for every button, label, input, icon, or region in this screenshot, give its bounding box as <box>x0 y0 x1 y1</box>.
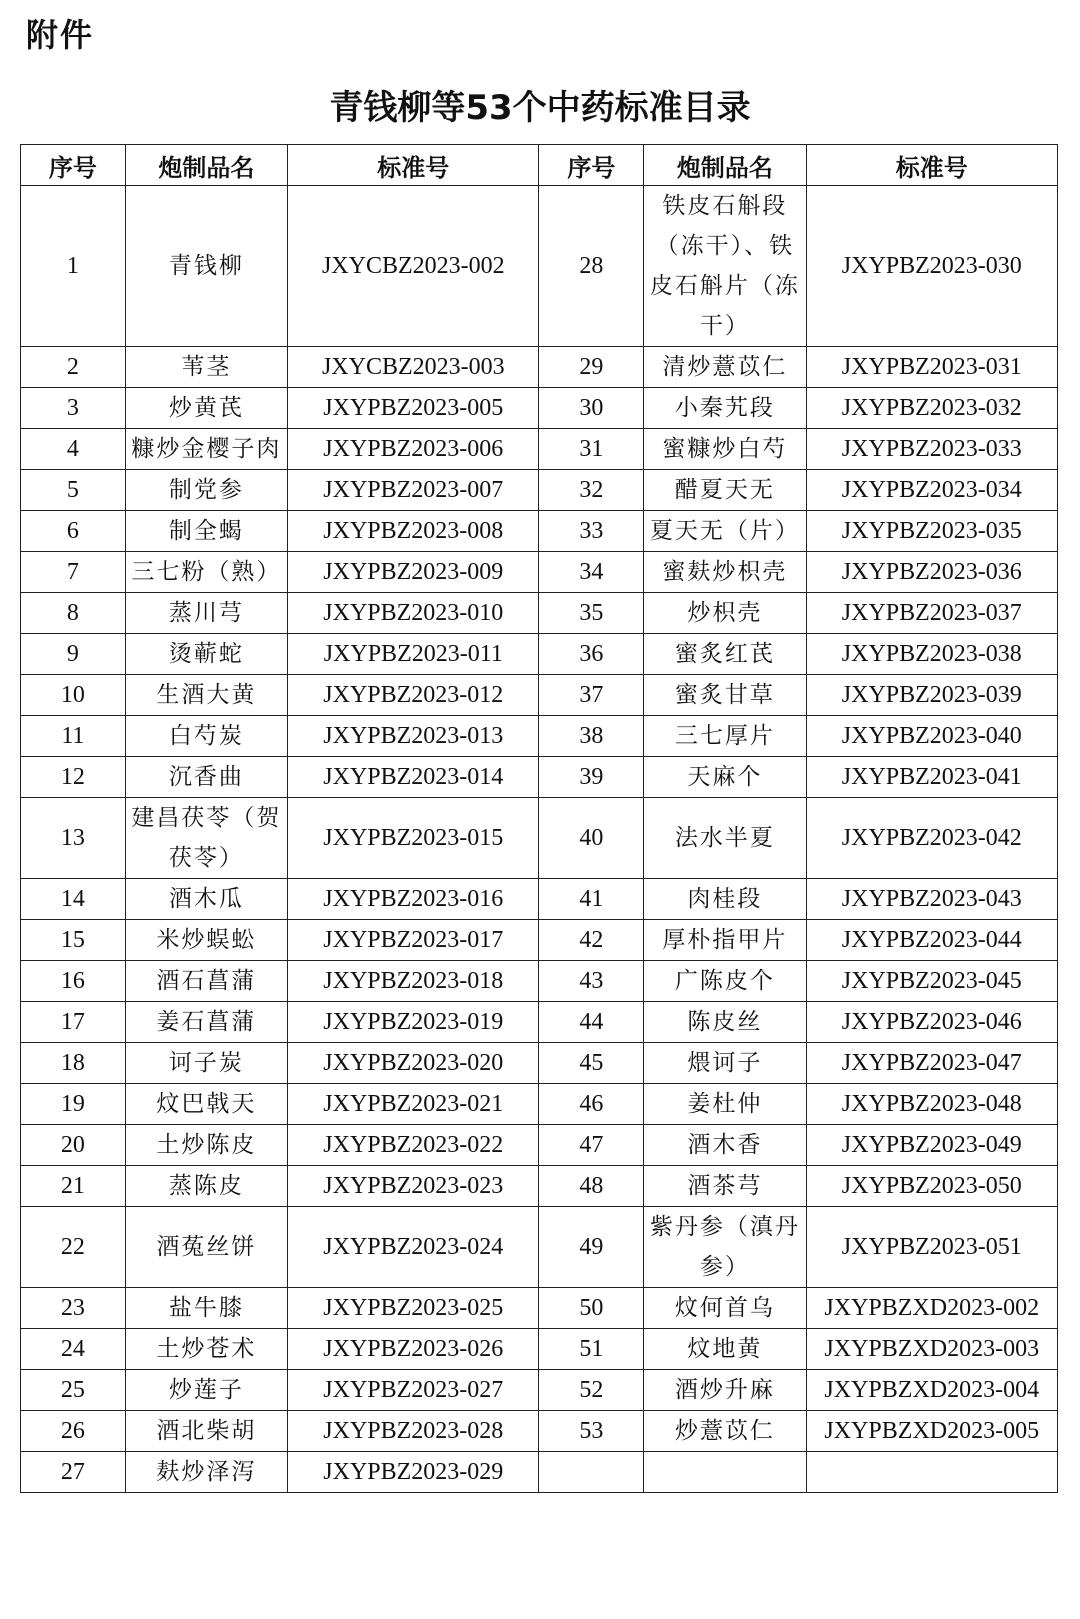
index-cell: 18 <box>21 1043 126 1084</box>
name-cell: 炆何首乌 <box>644 1288 806 1329</box>
index-cell: 43 <box>539 961 644 1002</box>
index-cell: 27 <box>21 1452 126 1493</box>
attachment-label: 附件 <box>26 16 95 54</box>
name-cell: 苇茎 <box>125 347 287 388</box>
index-cell: 12 <box>21 757 126 798</box>
index-cell: 31 <box>539 429 644 470</box>
name-cell: 三七粉（熟） <box>125 552 287 593</box>
table-row <box>21 757 1058 798</box>
code-cell: JXYPBZ2023-038 <box>806 634 1057 675</box>
name-cell: 土炒陈皮 <box>125 1125 287 1166</box>
code-cell: JXYPBZ2023-026 <box>288 1329 539 1370</box>
code-cell: JXYPBZ2023-045 <box>806 961 1057 1002</box>
code-cell: JXYPBZ2023-007 <box>288 470 539 511</box>
name-cell: 盐牛膝 <box>125 1288 287 1329</box>
name-cell: 炆巴戟天 <box>125 1084 287 1125</box>
code-cell: JXYCBZ2023-003 <box>288 347 539 388</box>
index-cell: 36 <box>539 634 644 675</box>
table-row <box>21 634 1058 675</box>
name-cell: 土炒苍术 <box>125 1329 287 1370</box>
code-cell: JXYPBZ2023-036 <box>806 552 1057 593</box>
code-cell: JXYPBZ2023-013 <box>288 716 539 757</box>
table-row <box>21 1043 1058 1084</box>
name-cell: 制党参 <box>125 470 287 511</box>
index-cell: 34 <box>539 552 644 593</box>
code-cell: JXYPBZ2023-031 <box>806 347 1057 388</box>
code-cell: JXYPBZ2023-041 <box>806 757 1057 798</box>
name-cell: 制全蝎 <box>125 511 287 552</box>
code-cell: JXYPBZ2023-032 <box>806 388 1057 429</box>
index-cell: 3 <box>21 388 126 429</box>
index-cell: 29 <box>539 347 644 388</box>
code-cell: JXYPBZ2023-040 <box>806 716 1057 757</box>
name-cell: 米炒蜈蚣 <box>125 920 287 961</box>
name-cell: 建昌茯苓（贺茯苓） <box>125 798 287 879</box>
index-cell: 19 <box>21 1084 126 1125</box>
table-row <box>21 186 1058 347</box>
index-cell: 8 <box>21 593 126 634</box>
index-cell: 39 <box>539 757 644 798</box>
code-cell: JXYPBZ2023-039 <box>806 675 1057 716</box>
name-cell: 三七厚片 <box>644 716 806 757</box>
code-cell: JXYPBZ2023-011 <box>288 634 539 675</box>
table-row <box>21 1125 1058 1166</box>
index-cell: 48 <box>539 1166 644 1207</box>
index-cell: 41 <box>539 879 644 920</box>
table-row <box>21 1452 1058 1493</box>
index-cell: 51 <box>539 1329 644 1370</box>
table-row <box>21 1166 1058 1207</box>
code-cell: JXYPBZ2023-037 <box>806 593 1057 634</box>
index-cell: 16 <box>21 961 126 1002</box>
index-cell: 1 <box>21 186 126 347</box>
index-cell: 46 <box>539 1084 644 1125</box>
name-cell: 酒炒升麻 <box>644 1370 806 1411</box>
index-cell: 33 <box>539 511 644 552</box>
index-cell: 6 <box>21 511 126 552</box>
table-row <box>21 675 1058 716</box>
name-cell: 酒木瓜 <box>125 879 287 920</box>
code-cell: JXYPBZ2023-028 <box>288 1411 539 1452</box>
header-name: 炮制品名 <box>644 145 806 186</box>
index-cell: 45 <box>539 1043 644 1084</box>
table-row <box>21 1002 1058 1043</box>
index-cell <box>539 1452 644 1493</box>
code-cell: JXYPBZ2023-005 <box>288 388 539 429</box>
code-cell: JXYPBZ2023-016 <box>288 879 539 920</box>
table-row <box>21 1329 1058 1370</box>
standards-table <box>20 144 1058 1493</box>
name-cell: 清炒薏苡仁 <box>644 347 806 388</box>
index-cell: 26 <box>21 1411 126 1452</box>
table-row <box>21 1084 1058 1125</box>
code-cell: JXYPBZ2023-019 <box>288 1002 539 1043</box>
index-cell: 50 <box>539 1288 644 1329</box>
name-cell: 铁皮石斛段（冻干）、铁皮石斛片（冻干） <box>644 186 806 347</box>
table-row <box>21 388 1058 429</box>
table-row <box>21 511 1058 552</box>
name-cell: 厚朴指甲片 <box>644 920 806 961</box>
code-cell: JXYPBZ2023-021 <box>288 1084 539 1125</box>
code-cell: JXYPBZXD2023-004 <box>806 1370 1057 1411</box>
name-cell: 沉香曲 <box>125 757 287 798</box>
code-cell: JXYPBZ2023-044 <box>806 920 1057 961</box>
name-cell: 白芍炭 <box>125 716 287 757</box>
code-cell: JXYPBZ2023-048 <box>806 1084 1057 1125</box>
header-code: 标准号 <box>806 145 1057 186</box>
code-cell: JXYPBZ2023-029 <box>288 1452 539 1493</box>
name-cell: 天麻个 <box>644 757 806 798</box>
table-row <box>21 961 1058 1002</box>
name-cell: 炒枳壳 <box>644 593 806 634</box>
name-cell: 诃子炭 <box>125 1043 287 1084</box>
index-cell: 32 <box>539 470 644 511</box>
name-cell: 肉桂段 <box>644 879 806 920</box>
table-row <box>21 1411 1058 1452</box>
code-cell: JXYPBZ2023-049 <box>806 1125 1057 1166</box>
index-cell: 5 <box>21 470 126 511</box>
index-cell: 47 <box>539 1125 644 1166</box>
index-cell: 25 <box>21 1370 126 1411</box>
table-row <box>21 879 1058 920</box>
index-cell: 13 <box>21 798 126 879</box>
index-cell: 20 <box>21 1125 126 1166</box>
code-cell: JXYPBZ2023-051 <box>806 1207 1057 1288</box>
document-title: 青钱柳等53个中药标准目录 <box>329 88 751 128</box>
table-row <box>21 1370 1058 1411</box>
index-cell: 28 <box>539 186 644 347</box>
code-cell: JXYPBZ2023-014 <box>288 757 539 798</box>
index-cell: 11 <box>21 716 126 757</box>
name-cell: 炒薏苡仁 <box>644 1411 806 1452</box>
table-row <box>21 1207 1058 1288</box>
code-cell: JXYPBZXD2023-002 <box>806 1288 1057 1329</box>
name-cell: 蜜炙甘草 <box>644 675 806 716</box>
index-cell: 14 <box>21 879 126 920</box>
name-cell: 蒸陈皮 <box>125 1166 287 1207</box>
index-cell: 52 <box>539 1370 644 1411</box>
name-cell: 炒黄芪 <box>125 388 287 429</box>
code-cell: JXYPBZ2023-043 <box>806 879 1057 920</box>
index-cell: 2 <box>21 347 126 388</box>
code-cell: JXYPBZ2023-027 <box>288 1370 539 1411</box>
code-cell: JXYPBZ2023-030 <box>806 186 1057 347</box>
table-row <box>21 552 1058 593</box>
table-row <box>21 716 1058 757</box>
table-row <box>21 798 1058 879</box>
code-cell: JXYPBZ2023-042 <box>806 798 1057 879</box>
index-cell: 53 <box>539 1411 644 1452</box>
index-cell: 22 <box>21 1207 126 1288</box>
header-index: 序号 <box>21 145 126 186</box>
code-cell: JXYPBZ2023-047 <box>806 1043 1057 1084</box>
name-cell: 煨诃子 <box>644 1043 806 1084</box>
table-row <box>21 429 1058 470</box>
index-cell: 24 <box>21 1329 126 1370</box>
code-cell: JXYPBZ2023-017 <box>288 920 539 961</box>
code-cell: JXYPBZ2023-050 <box>806 1166 1057 1207</box>
table-row <box>21 347 1058 388</box>
index-cell: 49 <box>539 1207 644 1288</box>
index-cell: 10 <box>21 675 126 716</box>
table-row <box>21 1288 1058 1329</box>
name-cell: 炒莲子 <box>125 1370 287 1411</box>
code-cell: JXYPBZ2023-015 <box>288 798 539 879</box>
name-cell: 烫蕲蛇 <box>125 634 287 675</box>
name-cell: 广陈皮个 <box>644 961 806 1002</box>
name-cell: 夏天无（片） <box>644 511 806 552</box>
code-cell: JXYPBZ2023-035 <box>806 511 1057 552</box>
code-cell: JXYPBZ2023-020 <box>288 1043 539 1084</box>
name-cell: 酒菟丝饼 <box>125 1207 287 1288</box>
header-index: 序号 <box>539 145 644 186</box>
index-cell: 42 <box>539 920 644 961</box>
index-cell: 44 <box>539 1002 644 1043</box>
table-row <box>21 920 1058 961</box>
index-cell: 9 <box>21 634 126 675</box>
name-cell: 陈皮丝 <box>644 1002 806 1043</box>
name-cell <box>644 1452 806 1493</box>
code-cell: JXYPBZXD2023-003 <box>806 1329 1057 1370</box>
code-cell: JXYPBZXD2023-005 <box>806 1411 1057 1452</box>
name-cell: 醋夏天无 <box>644 470 806 511</box>
code-cell: JXYCBZ2023-002 <box>288 186 539 347</box>
index-cell: 4 <box>21 429 126 470</box>
name-cell: 蜜糠炒白芍 <box>644 429 806 470</box>
index-cell: 7 <box>21 552 126 593</box>
name-cell: 酒石菖蒲 <box>125 961 287 1002</box>
name-cell: 蒸川芎 <box>125 593 287 634</box>
index-cell: 15 <box>21 920 126 961</box>
name-cell: 炆地黄 <box>644 1329 806 1370</box>
code-cell: JXYPBZ2023-022 <box>288 1125 539 1166</box>
index-cell: 30 <box>539 388 644 429</box>
code-cell: JXYPBZ2023-018 <box>288 961 539 1002</box>
index-cell: 35 <box>539 593 644 634</box>
name-cell: 酒茶芎 <box>644 1166 806 1207</box>
name-cell: 麸炒泽泻 <box>125 1452 287 1493</box>
name-cell: 蜜炙红芪 <box>644 634 806 675</box>
name-cell: 法水半夏 <box>644 798 806 879</box>
index-cell: 40 <box>539 798 644 879</box>
name-cell: 蜜麸炒枳壳 <box>644 552 806 593</box>
name-cell: 酒北柴胡 <box>125 1411 287 1452</box>
code-cell: JXYPBZ2023-034 <box>806 470 1057 511</box>
header-name: 炮制品名 <box>125 145 287 186</box>
code-cell: JXYPBZ2023-033 <box>806 429 1057 470</box>
table-row <box>21 593 1058 634</box>
name-cell: 酒木香 <box>644 1125 806 1166</box>
index-cell: 38 <box>539 716 644 757</box>
code-cell: JXYPBZ2023-046 <box>806 1002 1057 1043</box>
table-row <box>21 470 1058 511</box>
name-cell: 小秦艽段 <box>644 388 806 429</box>
code-cell: JXYPBZ2023-008 <box>288 511 539 552</box>
code-cell: JXYPBZ2023-024 <box>288 1207 539 1288</box>
code-cell: JXYPBZ2023-006 <box>288 429 539 470</box>
name-cell: 生酒大黄 <box>125 675 287 716</box>
name-cell: 姜石菖蒲 <box>125 1002 287 1043</box>
table-header-row <box>21 145 1058 186</box>
name-cell: 姜杜仲 <box>644 1084 806 1125</box>
code-cell <box>806 1452 1057 1493</box>
name-cell: 青钱柳 <box>125 186 287 347</box>
code-cell: JXYPBZ2023-009 <box>288 552 539 593</box>
name-cell: 糠炒金樱子肉 <box>125 429 287 470</box>
header-code: 标准号 <box>288 145 539 186</box>
code-cell: JXYPBZ2023-012 <box>288 675 539 716</box>
index-cell: 37 <box>539 675 644 716</box>
index-cell: 21 <box>21 1166 126 1207</box>
code-cell: JXYPBZ2023-023 <box>288 1166 539 1207</box>
code-cell: JXYPBZ2023-010 <box>288 593 539 634</box>
index-cell: 23 <box>21 1288 126 1329</box>
code-cell: JXYPBZ2023-025 <box>288 1288 539 1329</box>
name-cell: 紫丹参（滇丹参） <box>644 1207 806 1288</box>
index-cell: 17 <box>21 1002 126 1043</box>
